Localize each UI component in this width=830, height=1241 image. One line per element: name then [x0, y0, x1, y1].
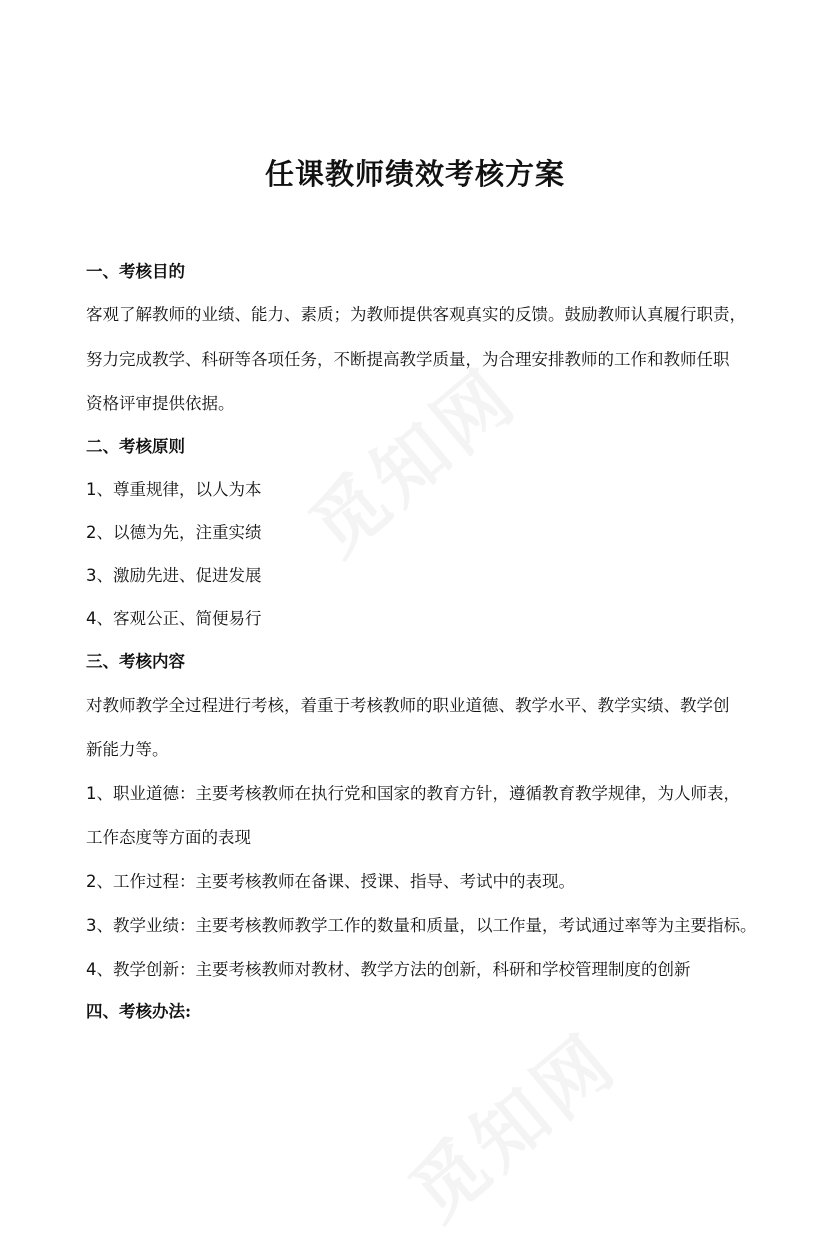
list-item: 4、客观公正、简便易行 [86, 609, 262, 628]
section-heading-content: 三、考核内容 [86, 652, 185, 671]
list-item: 2、工作过程：主要考核教师在备课、授课、指导、考试中的表现。 [86, 872, 575, 891]
list-item-continuation: 工作态度等方面的表现 [86, 828, 251, 847]
section-heading-principles: 二、考核原则 [86, 437, 185, 456]
list-item: 1、尊重规律，以人为本 [86, 480, 262, 499]
paragraph-line: 资格评审提供依据。 [86, 394, 235, 413]
page-title: 任课教师绩效考核方案 [264, 157, 565, 191]
paragraph-line: 努力完成教学、科研等各项任务，不断提高教学质量，为合理安排教师的工作和教师任职 [86, 350, 730, 369]
list-item: 1、职业道德：主要考核教师在执行党和国家的教育方针，遵循教育教学规律，为人师表， [86, 784, 740, 803]
section-heading-purpose: 一、考核目的 [86, 262, 185, 281]
list-item: 3、激励先进、促进发展 [86, 566, 262, 585]
list-item: 3、教学业绩：主要考核教师教学工作的数量和质量，以工作量，考试通过率等为主要指标。 [86, 916, 757, 935]
paragraph-line: 对教师教学全过程进行考核，着重于考核教师的职业道德、教学水平、教学实绩、教学创 [86, 696, 730, 715]
list-item: 2、以德为先，注重实绩 [86, 523, 262, 542]
paragraph-line: 新能力等。 [86, 740, 169, 759]
paragraph-line: 客观了解教师的业绩、能力、素质；为教师提供客观真实的反馈。鼓励教师认真履行职责， [86, 305, 746, 324]
watermark [284, 340, 536, 575]
section-heading-methods: 四、考核办法: [86, 1002, 192, 1021]
list-item: 4、教学创新：主要考核教师对教材、教学方法的创新，科研和学校管理制度的创新 [86, 960, 691, 979]
watermark [384, 1005, 636, 1240]
